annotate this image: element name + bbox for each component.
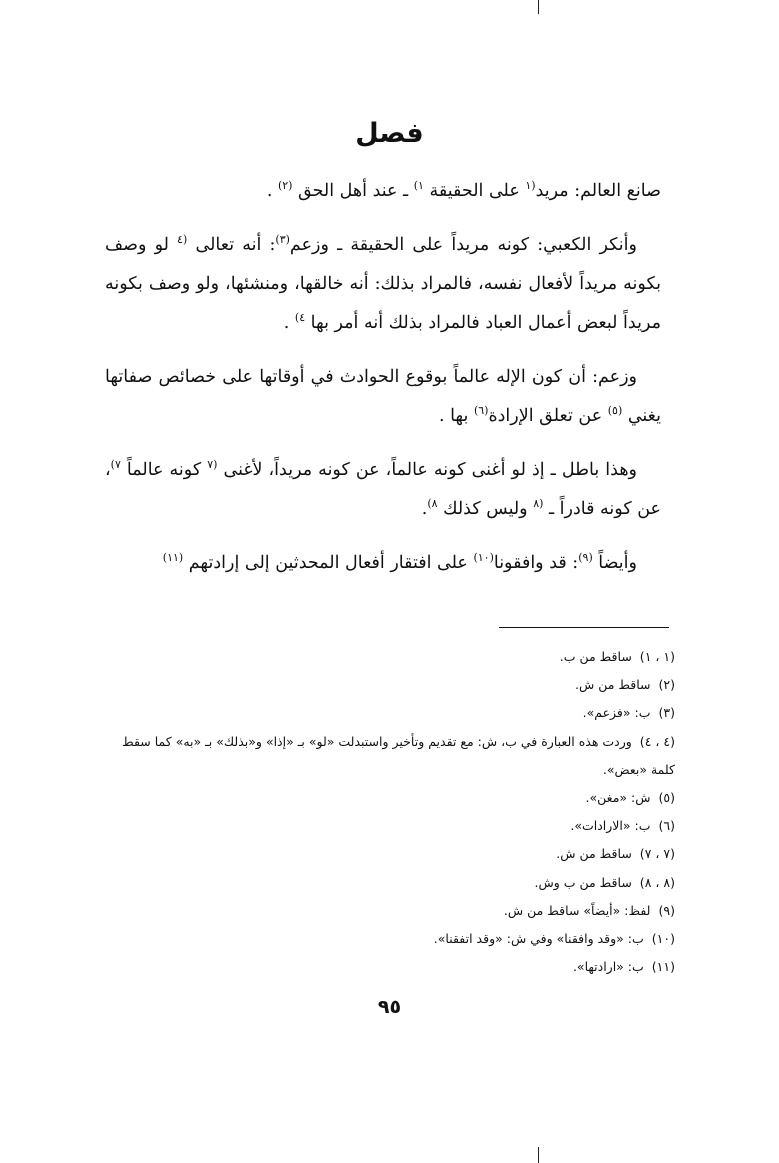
text-run: وليس كذلك (437, 499, 534, 519)
footnote-text: ساقط من ش. (556, 846, 632, 862)
text-run: : أنه تعالى (187, 235, 276, 255)
footnote-item (95, 699, 675, 727)
footnote-number: (٣) (658, 705, 675, 721)
page-number: ٩٥ (377, 996, 402, 1018)
footnote-text: ب: «ارادتها». (572, 959, 644, 975)
text-run: . (283, 313, 295, 333)
footnote-number: (١١) (651, 959, 675, 975)
footnote-number: (٧ ، ٧) (639, 846, 675, 862)
text-run: وأيضاً (592, 553, 637, 573)
footnote-item (95, 643, 675, 671)
text-run: ـ عند أهل الحق (292, 181, 414, 201)
footnote-marker: (٣) (275, 233, 290, 247)
footnote-marker: (٥) (607, 404, 623, 418)
footnote-marker: ١) (413, 179, 424, 193)
footnote-marker: (١١) (162, 551, 184, 565)
footnote-marker: (٨ (533, 497, 544, 511)
footnote-number: (٥) (658, 790, 675, 806)
text-run: بها . (438, 406, 474, 426)
footnote-text: ساقط من ب وش. (534, 874, 632, 890)
text-run: عن تعلق الإرادة (488, 406, 608, 426)
text-run: وزعم: أن كون الإله عالماً بوقوع الحوادث في أوقاتها على خصائص صفاتها يغني (105, 367, 661, 426)
paragraph (105, 544, 661, 583)
text-run: على افتقار أفعال المحدثين إلى إرادتهم (183, 553, 474, 573)
footnote-text: ب: «فزعم». (582, 705, 651, 721)
footnote-item (95, 784, 675, 812)
footnote-number: (٢) (658, 677, 675, 693)
footnote-marker: (٧ (207, 458, 218, 472)
text-run: . (421, 499, 428, 519)
text-run: وأنكر الكعبي: كونه مريداً على الحقيقة ـ وزعم (289, 235, 637, 255)
text-run: على الحقيقة (423, 181, 526, 201)
text-run: : قد وافقونا (493, 553, 579, 573)
footnote-item (95, 671, 675, 699)
text-run: وهذا باطل ـ إذ لو أغنى كونه عالماً، عن كونه مريداً، لأغنى (217, 460, 637, 480)
crop-mark-bottom (538, 1147, 539, 1163)
footnote-item (95, 897, 675, 925)
paragraph (105, 358, 661, 436)
footnote-marker: ٧) (110, 458, 121, 472)
text-run: ، عن كونه قادراً ـ (105, 460, 661, 519)
footnote-number: (١٠) (651, 931, 675, 947)
footnote-number: (١ ، ١) (639, 649, 675, 664)
main-text (105, 172, 661, 598)
text-run: لو وصف بكونه مريداً لأفعال نفسه، فالمراد بذلك: أنه خالقها، ومنشئها، ولو وصف بكونه مريداً لبعض أعمال العباد فالمراد بذلك أنه أمر بها (105, 235, 661, 333)
crop-mark-top (538, 0, 539, 14)
footnote-marker: (٤ (177, 233, 188, 247)
footnote-marker: (١٠) (473, 551, 494, 565)
footnote-marker: (١ (525, 179, 536, 193)
paragraph (105, 451, 661, 529)
paragraph (105, 226, 661, 343)
footnote-item (95, 812, 675, 840)
footnote-number: (٤ ، ٤) (639, 733, 675, 749)
footnote-text: ش: «مغن». (585, 790, 651, 806)
footnote-marker: ٨) (427, 497, 438, 511)
footnote-text: ب: «وقد وافقنا» وفي ش: «وقد اتفقنا». (433, 931, 644, 947)
footnote-item (95, 953, 675, 981)
footnote-text: ساقط من ش. (574, 677, 651, 693)
footnote-marker: (٦) (473, 404, 489, 418)
paragraph (105, 172, 661, 211)
footnote-text: لفظ: «أيضاً» ساقط من ش. (503, 902, 651, 918)
text-run: صانع العالم: مريد (535, 181, 661, 201)
footnote-item (95, 925, 675, 953)
footnote-item (95, 840, 675, 868)
text-run: . (266, 181, 278, 201)
section-heading: فصل (355, 118, 424, 149)
footnote-number: (٦) (658, 818, 675, 834)
footnote-marker: (٢) (277, 179, 293, 193)
footnotes-list (95, 643, 675, 981)
footnote-item (95, 728, 675, 784)
footnote-text: ب: «الارادات». (570, 818, 651, 834)
footnote-number: (٩) (658, 902, 675, 918)
text-run: كونه عالماً (120, 460, 208, 480)
footnote-separator (499, 627, 669, 628)
footnote-marker: (٩) (578, 551, 593, 565)
footnote-text: ساقط من ب. (559, 649, 632, 664)
footnote-text: وردت هذه العبارة في ب، ش: مع تقديم وتأخير واستبدلت «لو» بـ «إذا» و«بذلك» بـ «به» كما سقط كلمة «بعض». (122, 733, 675, 777)
footnote-number: (٨ ، ٨) (639, 874, 675, 890)
footnote-marker: ٤) (294, 311, 306, 325)
footnote-item (95, 869, 675, 897)
